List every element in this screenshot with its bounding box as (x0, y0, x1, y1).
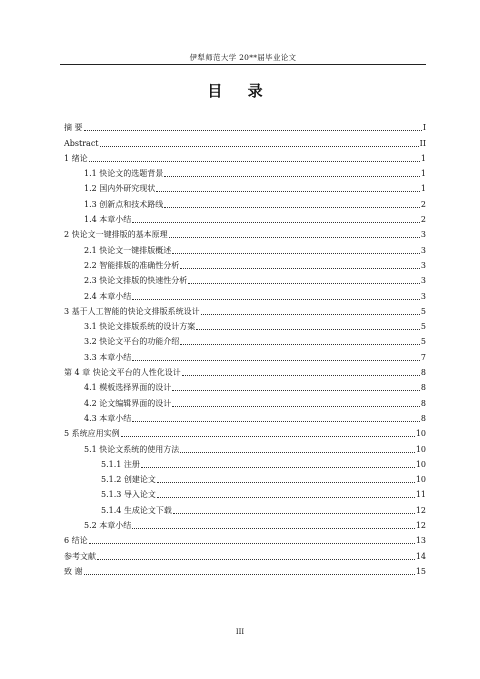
toc-entry[interactable] (64, 439, 426, 454)
toc-dot-leader (164, 175, 420, 177)
toc-entry-label: 5 系统应用实例 (64, 429, 120, 439)
toc-entry[interactable] (64, 210, 426, 225)
toc-entry-page: 12 (415, 521, 426, 531)
toc-dot-leader (172, 389, 420, 391)
toc-entry-label: 5.1.4 生成论文下载 (101, 505, 172, 515)
toc-entry[interactable] (64, 363, 426, 378)
toc-entry-page: 3 (420, 276, 426, 286)
toc-entry-label: 4.2 论文编辑界面的设计 (84, 398, 172, 408)
toc-entry-page: 5 (420, 306, 426, 316)
toc-entry-label: 6 结论 (64, 536, 88, 546)
toc-entry-label: 2.1 快论文一键排版概述 (84, 245, 172, 255)
toc-entry-label: 参考文献 (64, 551, 96, 561)
toc-entry-page: I (422, 123, 426, 133)
toc-dot-leader (132, 527, 415, 529)
toc-entry[interactable] (64, 347, 426, 362)
toc-entry-label: 1.4 本章小结 (84, 215, 132, 225)
toc-entry-page: 10 (415, 475, 426, 485)
toc-dot-leader (196, 328, 420, 330)
toc-entry-label: 3.1 快论文排版系统的设计方案 (84, 322, 196, 332)
toc-entry-label: 4.3 本章小结 (84, 413, 132, 423)
table-of-contents (64, 118, 426, 577)
toc-dot-leader (89, 542, 415, 544)
toc-entry-page: 11 (415, 490, 426, 500)
toc-entry[interactable] (64, 485, 426, 500)
toc-entry-label: 5.1 快论文系统的使用方法 (84, 444, 180, 454)
toc-dot-leader (121, 435, 415, 437)
toc-entry[interactable] (64, 424, 426, 439)
toc-entry-page: 1 (420, 184, 426, 194)
toc-entry-label: 1.3 创新点和技术路线 (84, 199, 164, 209)
toc-entry[interactable] (64, 133, 426, 148)
toc-dot-leader (172, 405, 420, 407)
toc-dot-leader (169, 236, 420, 238)
toc-dot-leader (97, 558, 415, 560)
toc-entry-page: 8 (420, 413, 426, 423)
toc-entry[interactable] (64, 164, 426, 179)
toc-entry-page: 10 (415, 429, 426, 439)
toc-entry-label: 第 4 章 快论文平台的人性化设计 (64, 368, 181, 378)
page-number: III (235, 628, 245, 636)
toc-entry-label: 4.1 模板选择界面的设计 (84, 383, 172, 393)
toc-dot-leader (141, 466, 415, 468)
toc-entry-label: 摘 要 (64, 123, 83, 133)
toc-entry[interactable] (64, 179, 426, 194)
toc-entry-label: 2.2 智能排版的准确性分析 (84, 260, 180, 270)
toc-entry-label: 3.2 快论文平台的功能介绍 (84, 337, 180, 347)
toc-entry-label: 2 快论文一键排版的基本原理 (64, 230, 168, 240)
toc-dot-leader (132, 420, 420, 422)
toc-entry[interactable] (64, 500, 426, 515)
toc-entry[interactable] (64, 271, 426, 286)
toc-dot-leader (157, 496, 415, 498)
toc-entry-label: 3.3 本章小结 (84, 352, 132, 362)
toc-entry[interactable] (64, 455, 426, 470)
toc-entry-page: 5 (420, 322, 426, 332)
toc-entry-page: 14 (415, 551, 426, 561)
toc-dot-leader (182, 374, 420, 376)
toc-entry-label: 2.3 快论文排版的快速性分析 (84, 276, 188, 286)
toc-dot-leader (100, 145, 419, 147)
toc-entry-page: 3 (420, 245, 426, 255)
toc-entry[interactable] (64, 393, 426, 408)
toc-entry-page: 1 (420, 153, 426, 163)
page-title: 目 录 (207, 82, 273, 100)
toc-entry[interactable] (64, 256, 426, 271)
toc-entry-label: 5.2 本章小结 (84, 521, 132, 531)
toc-entry-page: 12 (415, 505, 426, 515)
toc-entry-page: 8 (420, 398, 426, 408)
toc-entry-label: 5.1.1 注册 (101, 459, 140, 469)
toc-entry-label: 2.4 本章小结 (84, 291, 132, 301)
toc-entry[interactable] (64, 286, 426, 301)
toc-entry-page: 10 (415, 459, 426, 469)
toc-entry-label: 1 绪论 (64, 153, 88, 163)
toc-dot-leader (157, 481, 415, 483)
toc-entry-page: 3 (420, 291, 426, 301)
toc-entry[interactable] (64, 149, 426, 164)
toc-entry-page: 8 (420, 383, 426, 393)
toc-entry-label: 3 基于人工智能的快论文排版系统设计 (64, 306, 200, 316)
toc-entry-label: Abstract (64, 138, 99, 148)
toc-entry[interactable] (64, 562, 426, 577)
running-header: 伊犁师范大学 20**届毕业论文 (189, 53, 297, 62)
toc-entry-label: 5.1.2 创建论文 (101, 475, 156, 485)
toc-entry-page: 13 (415, 536, 426, 546)
toc-entry-page: 10 (415, 444, 426, 454)
toc-dot-leader (173, 512, 415, 514)
toc-entry-page: 3 (420, 230, 426, 240)
toc-entry[interactable] (64, 470, 426, 485)
toc-dot-leader (172, 252, 420, 254)
toc-entry[interactable] (64, 225, 426, 240)
toc-entry-page: 5 (420, 337, 426, 347)
toc-entry-page: 7 (420, 352, 426, 362)
toc-entry[interactable] (64, 546, 426, 561)
toc-entry-page: 3 (420, 260, 426, 270)
toc-entry[interactable] (64, 194, 426, 209)
toc-entry-page: 2 (420, 215, 426, 225)
toc-dot-leader (188, 282, 420, 284)
toc-entry-label: 致 谢 (64, 566, 83, 576)
toc-entry[interactable] (64, 317, 426, 332)
toc-entry[interactable] (64, 118, 426, 133)
header-rule (60, 64, 426, 65)
toc-entry[interactable] (64, 240, 426, 255)
toc-entry-page: 1 (420, 169, 426, 179)
toc-entry-label: 1.1 快论文的选题背景 (84, 169, 164, 179)
toc-entry-label: 5.1.3 导入论文 (101, 490, 156, 500)
toc-dot-leader (201, 313, 420, 315)
toc-dot-leader (180, 267, 420, 269)
toc-entry-label: 1.2 国内外研究现状 (84, 184, 156, 194)
toc-entry[interactable] (64, 409, 426, 424)
toc-dot-leader (89, 160, 420, 162)
toc-entry[interactable] (64, 516, 426, 531)
toc-entry-page: 8 (420, 368, 426, 378)
toc-entry[interactable] (64, 531, 426, 546)
toc-dot-leader (180, 451, 415, 453)
toc-entry[interactable] (64, 378, 426, 393)
toc-dot-leader (180, 343, 420, 345)
toc-entry-page: 15 (415, 566, 426, 576)
toc-entry[interactable] (64, 302, 426, 317)
toc-dot-leader (164, 206, 420, 208)
toc-dot-leader (132, 298, 420, 300)
toc-entry-page: 2 (420, 199, 426, 209)
toc-dot-leader (84, 129, 422, 131)
toc-dot-leader (132, 359, 420, 361)
toc-dot-leader (84, 573, 415, 575)
toc-entry[interactable] (64, 332, 426, 347)
toc-entry-page: II (419, 138, 426, 148)
toc-dot-leader (132, 221, 420, 223)
toc-dot-leader (156, 190, 420, 192)
